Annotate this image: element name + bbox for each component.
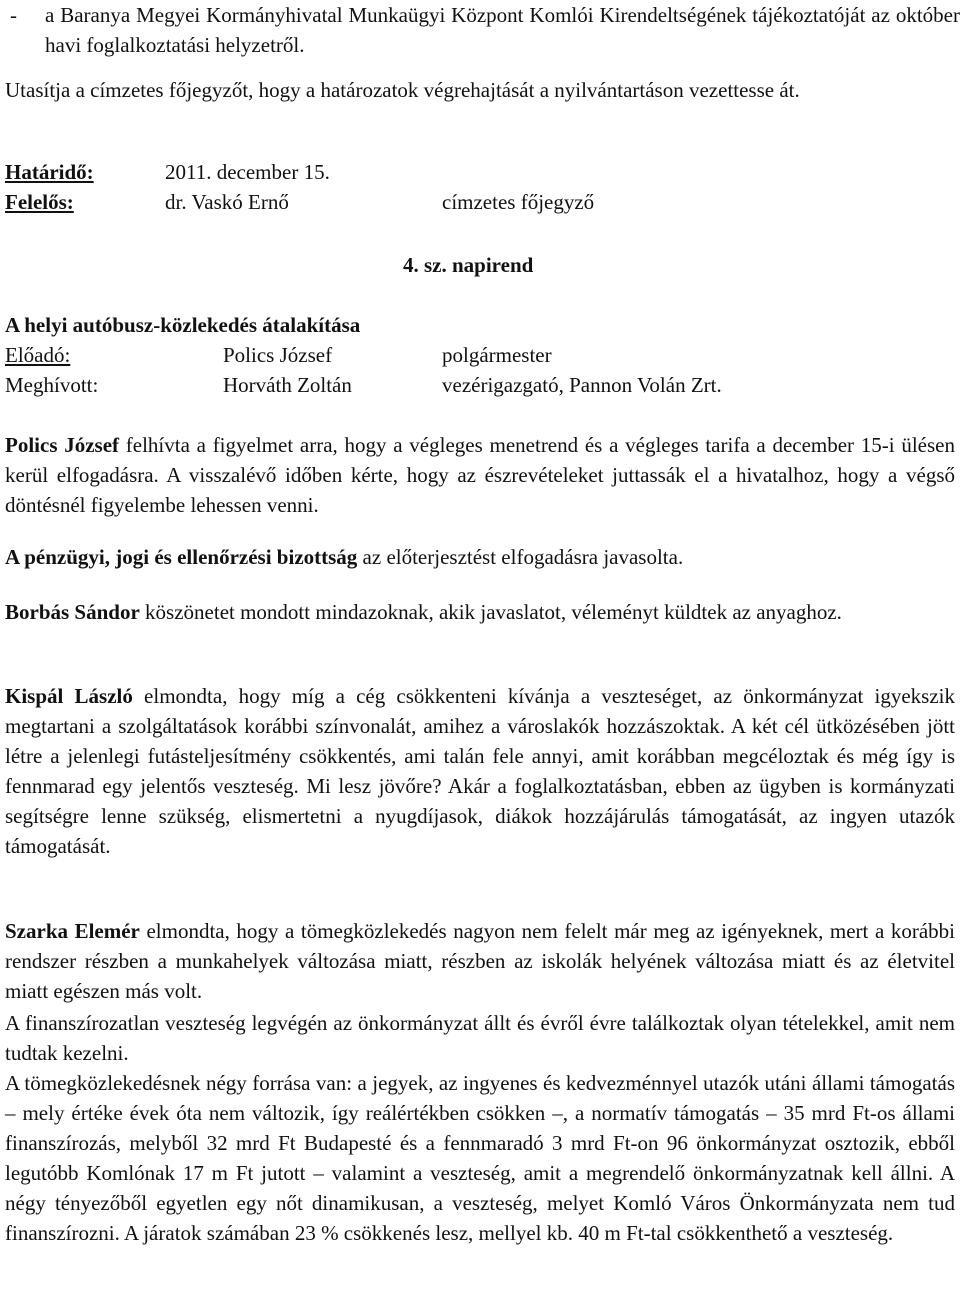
paragraph-text: elmondta, hogy míg a cég csökkenteni kívánja a veszteséget, az önkormányzat igyekszik megtartani a szolgáltatások korábbi színvonalát, amihez a városlakók hozzászoktak. A két cél ütközésében jött létre a jelenlegi futásteljesítmény csökkentés, ami talán fele annyi, amit korábban megcéloztak és még így is fennmarad egy jelentős veszteség. Mi lesz jövőre? Akár a foglalkoztatásban, ebben az ügyben is kormányzati segítségre lenne szükség, elismertetni a nyugdíjasok, diákok hozzájárulás támogatását, az ingyen utazók támogatását. xyxy=(5,684,956,858)
speaker-name: Polics József xyxy=(5,433,120,457)
agenda-number-row xyxy=(5,250,955,280)
paragraph-kispal xyxy=(5,681,955,861)
invited-row xyxy=(5,370,955,400)
responsible-role: címzetes főjegyző xyxy=(442,190,595,214)
invited-name: Horváth Zoltán xyxy=(223,373,352,397)
presenter-label: Előadó: xyxy=(5,343,71,367)
paragraph-text: köszönetet mondott mindazoknak, akik javaslatot, véleményt küldtek az anyaghoz. xyxy=(139,600,842,624)
speaker-name: Kispál László xyxy=(5,684,133,708)
deadline-value: 2011. december 15. xyxy=(165,160,330,184)
paragraph-text: felhívta a figyelmet arra, hogy a végleges menetrend és a végleges tarifa a december 15-i ülésen kerül elfogadásra. A visszalévő időben kérte, hogy az észrevételeket juttassák el a hivatalhoz, hogy a végső döntésnél figyelembe lehessen venni. xyxy=(5,433,955,517)
deadline-label: Határidő: xyxy=(5,160,94,184)
agenda-title-row xyxy=(5,310,955,340)
speaker-name: Szarka Elemér xyxy=(5,919,140,943)
paragraph-sources: A tömegközlekedésnek négy forrása van: a jegyek, az ingyenes és kedvezménnyel utazók utáni állami támogatás – mely értéke évek óta nem változik, így reálértékben csökken –, a normatív támogatás – 35 mrd Ft-os állami finanszírozás, melyből 32 mrd Ft Budapesté és a fennmaradó 3 mrd Ft-on 96 önkormányzat osztozik, ebből legutóbb Komlónak 17 m Ft jutott – valamint a veszteség, amit a megrendelő önkormányzatnak kell állni. A négy tényezőből egyetlen egy nőt dinamikusan, a veszteség, melyet Komló Város Önkormányzata nem tud finanszírozni. A járatok számában 23 % csökkenés lesz, mellyel kb. 40 m Ft-tal csökkenthető a veszteség. xyxy=(5,1071,955,1245)
agenda-number: 4. sz. napirend xyxy=(403,253,534,277)
paragraph-szarka xyxy=(5,916,955,1006)
paragraph-borbas xyxy=(5,597,955,627)
presenter-name: Polics József xyxy=(223,343,333,367)
instruction-paragraph: Utasítja a címzetes főjegyzőt, hogy a határozatok végrehajtását a nyilvántartáson vezettesse át. xyxy=(5,78,800,102)
committee-name: A pénzügyi, jogi és ellenőrzési bizottság xyxy=(5,545,358,569)
paragraph-text: elmondta, hogy a tömegközlekedés nagyon nem felelt már meg az igényeknek, mert a korábbi rendszer részben a munkahelyek változása miatt, részben az iskolák helyének változása miatt és az életvitel miatt egészen más volt. xyxy=(5,919,955,1003)
paragraph-committee xyxy=(5,542,955,572)
speaker-name: Borbás Sándor xyxy=(5,600,140,624)
invited-role: vezérigazgató, Pannon Volán Zrt. xyxy=(442,373,722,397)
paragraph-text: az előterjesztést elfogadásra javasolta. xyxy=(357,545,684,569)
intro-bullet xyxy=(5,0,960,60)
responsible-name: dr. Vaskó Ernő xyxy=(165,190,289,214)
paragraph-polics xyxy=(5,430,955,520)
invited-label: Meghívott: xyxy=(5,373,99,397)
paragraph-financing: A finanszírozatlan veszteség legvégén az önkormányzat állt és évről évre találkoztak olyan tételekkel, amit nem tudtak kezelni. xyxy=(5,1011,955,1065)
deadline-row xyxy=(5,157,955,187)
bullet-dash: - xyxy=(10,3,17,27)
responsible-label: Felelős: xyxy=(5,190,74,214)
agenda-title: A helyi autóbusz-közlekedés átalakítása xyxy=(5,313,361,337)
presenter-role: polgármester xyxy=(442,343,552,367)
intro-text: a Baranya Megyei Kormányhivatal Munkaügyi Központ Komlói Kirendeltségének tájékoztatóját az október havi foglalkoztatási helyzetről. xyxy=(45,3,960,57)
presenter-row xyxy=(5,340,955,370)
responsible-row xyxy=(5,187,955,217)
